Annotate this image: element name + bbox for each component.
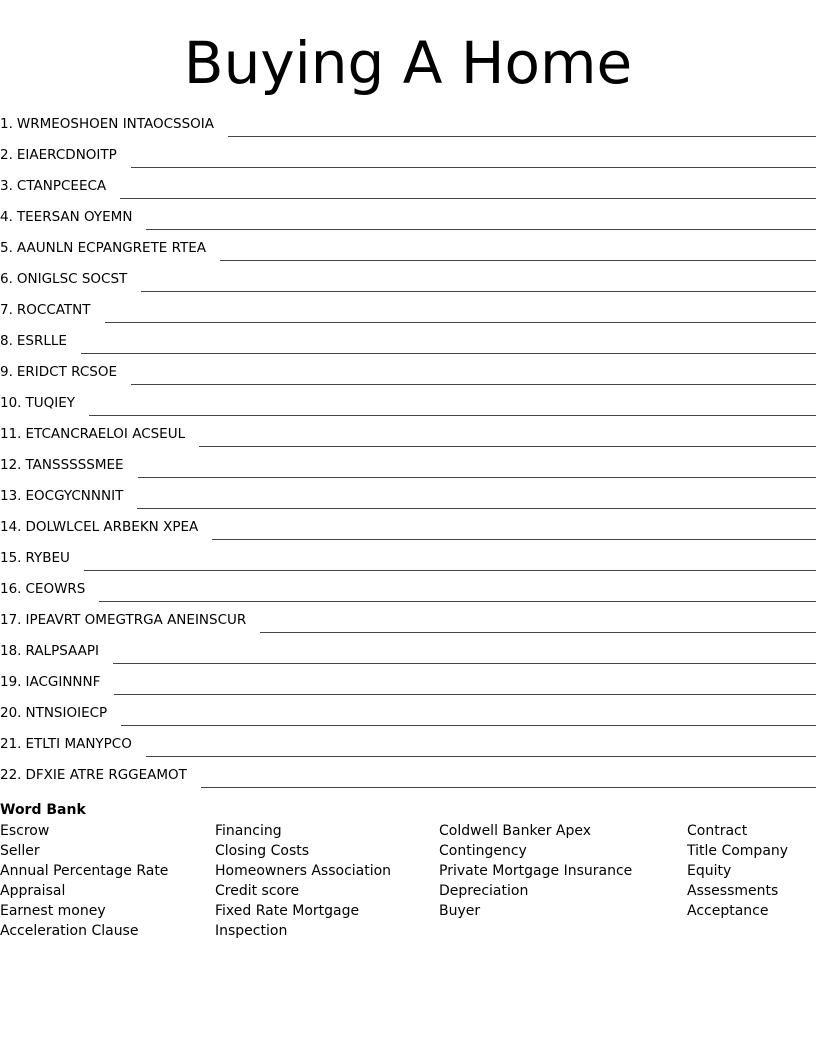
puzzle-row [0, 199, 816, 230]
scrambled-word: IACGINNNF [25, 674, 101, 690]
scrambled-word: CEOWRS [25, 581, 86, 597]
puzzle-number: 19. [0, 674, 22, 690]
puzzle-row [0, 447, 816, 478]
scrambled-word: DFXIE ATRE RGGEAMOT [25, 767, 187, 783]
answer-line[interactable] [113, 662, 816, 664]
puzzle-row [0, 106, 816, 137]
puzzle-number: 14. [0, 519, 22, 535]
scrambled-word: IPEAVRT OMEGTRGA ANEINSCUR [25, 612, 247, 628]
answer-line[interactable] [114, 693, 816, 695]
scrambled-word: AAUNLN ECPANGRETE RTEA [16, 240, 207, 256]
scrambled-word: TEERSAN OYEMN [16, 209, 133, 225]
word-bank-item: Annual Percentage Rate [0, 863, 169, 879]
puzzle-number: 8. [0, 333, 13, 349]
word-bank-column-2 [215, 821, 391, 941]
puzzle-number: 9. [0, 364, 13, 380]
word-bank-item: Buyer [439, 903, 481, 919]
puzzle-row [0, 726, 816, 757]
page-title: Buying A Home [183, 29, 633, 97]
puzzle-number: 5. [0, 240, 13, 256]
word-bank-item: Credit score [215, 883, 300, 899]
word-bank-item: Title Company [687, 843, 789, 859]
scrambled-word: EIAERCDNOITP [16, 147, 117, 163]
word-bank-item: Seller [0, 843, 40, 859]
scrambled-word: TUQIEY [25, 395, 75, 411]
puzzle-number: 6. [0, 271, 13, 287]
answer-line[interactable] [131, 166, 816, 168]
answer-line[interactable] [141, 290, 816, 292]
scrambled-word: EOCGYCNNNIT [25, 488, 124, 504]
puzzle-row [0, 602, 816, 633]
word-bank-item: Contingency [439, 843, 527, 859]
scrambled-word: ROCCATNT [16, 302, 91, 318]
puzzle-row [0, 633, 816, 664]
answer-line[interactable] [212, 538, 816, 540]
puzzle-row [0, 416, 816, 447]
word-bank-item: Equity [687, 863, 732, 879]
word-bank-item: Contract [687, 823, 748, 839]
answer-line[interactable] [99, 600, 816, 602]
answer-line[interactable] [131, 383, 816, 385]
puzzle-number: 13. [0, 488, 22, 504]
scrambled-word: DOLWLCEL ARBEKN XPEA [25, 519, 199, 535]
scrambled-word: RALPSAAPI [25, 643, 100, 659]
puzzle-row [0, 695, 816, 726]
puzzle-number: 22. [0, 767, 22, 783]
word-bank-title: Word Bank [0, 802, 86, 818]
answer-line[interactable] [146, 755, 816, 757]
scrambled-word: ESRLLE [16, 333, 67, 349]
puzzle-row [0, 168, 816, 199]
puzzle-number: 4. [0, 209, 13, 225]
answer-line[interactable] [228, 135, 816, 137]
answer-line[interactable] [81, 352, 816, 354]
puzzle-row [0, 230, 816, 261]
word-bank-item: Appraisal [0, 883, 66, 899]
puzzle-number: 12. [0, 457, 22, 473]
scramble-list [0, 106, 816, 788]
answer-line[interactable] [220, 259, 816, 261]
word-bank-column-4 [687, 821, 788, 921]
word-bank-item: Acceleration Clause [0, 923, 139, 939]
puzzle-row [0, 137, 816, 168]
puzzle-row [0, 571, 816, 602]
answer-line[interactable] [121, 724, 816, 726]
puzzle-number: 18. [0, 643, 22, 659]
puzzle-row [0, 478, 816, 509]
answer-line[interactable] [146, 228, 816, 230]
puzzle-row [0, 323, 816, 354]
word-bank-item: Private Mortgage Insurance [439, 863, 633, 879]
puzzle-number: 16. [0, 581, 22, 597]
puzzle-number: 20. [0, 705, 22, 721]
scrambled-word: ERIDCT RCSOE [16, 364, 118, 380]
scrambled-word: RYBEU [25, 550, 70, 566]
scrambled-word: ETLTI MANYPCO [25, 736, 132, 752]
word-bank-item: Coldwell Banker Apex [439, 823, 592, 839]
puzzle-number: 21. [0, 736, 22, 752]
answer-line[interactable] [260, 631, 816, 633]
puzzle-row [0, 664, 816, 695]
word-bank-item: Closing Costs [215, 843, 310, 859]
answer-line[interactable] [137, 507, 816, 509]
word-bank-item: Financing [215, 823, 282, 839]
answer-line[interactable] [84, 569, 816, 571]
puzzle-number: 10. [0, 395, 22, 411]
puzzle-row [0, 509, 816, 540]
puzzle-row [0, 292, 816, 323]
puzzle-row [0, 261, 816, 292]
word-bank-item: Homeowners Association [215, 863, 392, 879]
answer-line[interactable] [89, 414, 816, 416]
word-bank-column-1 [0, 821, 168, 941]
answer-line[interactable] [138, 476, 816, 478]
puzzle-row [0, 385, 816, 416]
word-bank-item: Fixed Rate Mortgage [215, 903, 360, 919]
answer-line[interactable] [105, 321, 816, 323]
puzzle-number: 2. [0, 147, 13, 163]
puzzle-number: 1. [0, 116, 13, 132]
puzzle-number: 15. [0, 550, 22, 566]
puzzle-number: 11. [0, 426, 22, 442]
answer-line[interactable] [201, 786, 816, 788]
word-bank-item: Assessments [687, 883, 779, 899]
puzzle-row [0, 540, 816, 571]
scrambled-word: NTNSIOIECP [25, 705, 108, 721]
scrambled-word: WRMEOSHOEN INTAOCSSOIA [16, 116, 214, 132]
puzzle-number: 3. [0, 178, 13, 194]
puzzle-row [0, 757, 816, 788]
answer-line[interactable] [199, 445, 816, 447]
word-bank-item: Acceptance [687, 903, 769, 919]
word-bank-item: Escrow [0, 823, 50, 839]
word-bank-item: Inspection [215, 923, 288, 939]
word-bank-item: Depreciation [439, 883, 529, 899]
scrambled-word: ONIGLSC SOCST [16, 271, 128, 287]
puzzle-row [0, 354, 816, 385]
answer-line[interactable] [120, 197, 816, 199]
puzzle-number: 7. [0, 302, 13, 318]
scrambled-word: TANSSSSSMEE [25, 457, 124, 473]
puzzle-number: 17. [0, 612, 22, 628]
word-bank-item: Earnest money [0, 903, 106, 919]
scrambled-word: ETCANCRAELOI ACSEUL [25, 426, 186, 442]
scrambled-word: CTANPCEECA [16, 178, 107, 194]
word-bank-column-3 [439, 821, 632, 921]
